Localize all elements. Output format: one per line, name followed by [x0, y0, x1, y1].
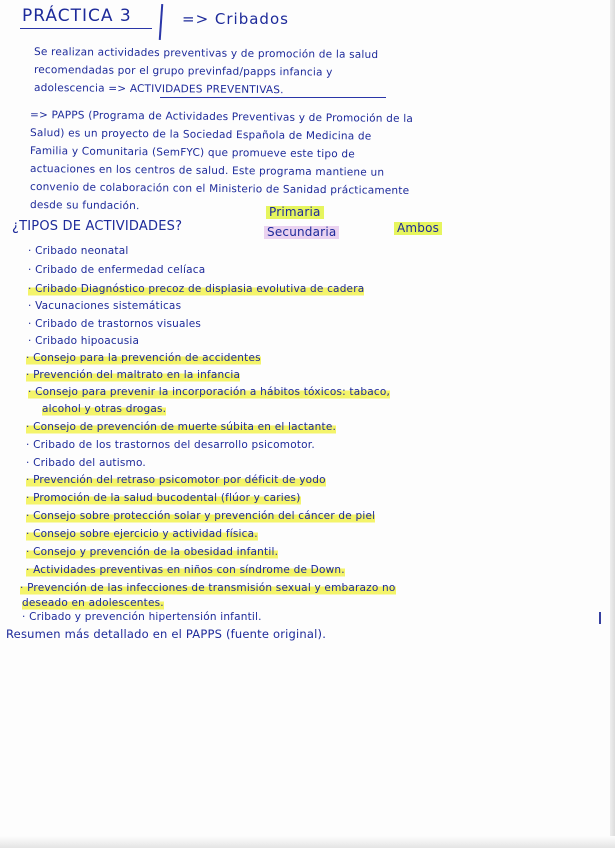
papps-line-6: desde su fundación. [29, 199, 140, 213]
list-item: · Consejo sobre ejercicio y actividad física. [26, 528, 258, 540]
list-item: · Cribado de enfermedad celíaca [28, 264, 206, 276]
intro-underline [160, 97, 386, 98]
list-item: · Prevención de las infecciones de transmisión sexual y embarazo no [20, 582, 396, 594]
list-item: · Consejo sobre protección solar y prevención del cáncer de piel [26, 510, 376, 522]
intro-line-3: adolescencia => ACTIVIDADES PREVENTIVAS. [33, 82, 284, 97]
legend-secundaria: Secundaria [264, 226, 339, 239]
intro-line-2: recomendadas por el grupo previnfad/papps infancia y [33, 64, 333, 79]
list-item: · Consejo de prevención de muerte súbita en el lactante. [26, 421, 337, 433]
list-item: · Cribado hipoacusia [28, 335, 140, 347]
list-item-continuation: deseado en adolescentes. [22, 597, 164, 609]
margin-mark [599, 612, 601, 624]
papps-line-5: convenio de colaboración con el Ministerio de Sanidad prácticamente [29, 181, 410, 197]
page-title: PRÁCTICA 3 [22, 6, 132, 26]
papps-line-4: actuaciones en los centros de salud. Este programa mantiene un [29, 163, 385, 179]
list-item: · Cribado de trastornos visuales [28, 318, 202, 330]
title-arrow-text: => Cribados [182, 10, 289, 28]
types-heading: ¿TIPOS DE ACTIVIDADES? [12, 219, 183, 234]
intro-line-1: Se realizan actividades preventivas y de promoción de la salud [33, 46, 379, 62]
title-underline [20, 28, 152, 29]
page-right-edge [610, 0, 615, 848]
list-item: · Cribado del autismo. [26, 457, 146, 469]
list-item: · Vacunaciones sistemáticas [28, 300, 182, 312]
list-item: · Consejo y prevención de la obesidad infantil. [26, 546, 279, 558]
list-item: · Consejo para la prevención de accidentes [26, 352, 261, 364]
papps-line-1: => PAPPS (Programa de Actividades Preventivas y de Promoción de la [29, 109, 414, 126]
legend-primaria: Primaria [266, 206, 324, 219]
list-item: · Cribado neonatal [28, 245, 129, 257]
list-item: · Cribado Diagnóstico precoz de displasia evolutiva de cadera [28, 283, 365, 295]
list-item: · Cribado de los trastornos del desarrollo psicomotor. [26, 439, 315, 451]
list-item: · Actividades preventivas en niños con síndrome de Down. [26, 564, 345, 576]
list-item: · Promoción de la salud bucodental (flúor y caries) [26, 492, 301, 504]
papps-line-3: Familia y Comunitaria (SemFYC) que promueve este tipo de [29, 145, 356, 161]
legend-ambos: Ambos [394, 222, 442, 235]
list-item: · Cribado y prevención hipertensión infantil. [22, 611, 262, 623]
papps-line-2: Salud) es un proyecto de la Sociedad Española de Medicina de [29, 127, 372, 143]
list-item-continuation: alcohol y otras drogas. [42, 403, 167, 415]
list-item: · Consejo para prevenir la incorporación a hábitos tóxicos: tabaco, [28, 386, 390, 398]
closing-note: Resumen más detallado en el PAPPS (fuente original). [6, 627, 327, 641]
page-bottom-edge [0, 836, 615, 848]
title-divider [159, 4, 164, 40]
list-item: · Prevención del retraso psicomotor por déficit de yodo [26, 474, 326, 486]
list-item: · Prevención del maltrato en la infancia [26, 369, 241, 381]
